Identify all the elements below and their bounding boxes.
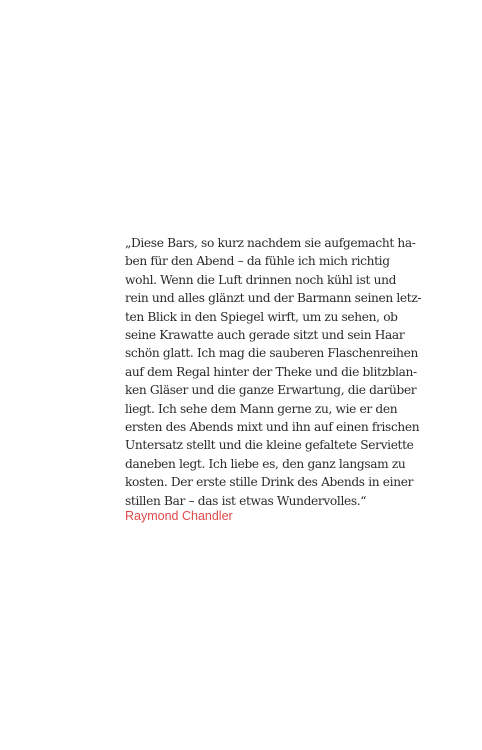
quote-line: daneben legt. Ich liebe es, den ganz langsam zu bbox=[125, 456, 406, 471]
quote-line: rein und alles glänzt und der Barmann seinen letz- bbox=[125, 291, 422, 306]
quote-line: seine Krawatte auch gerade sitzt und sein Haar bbox=[125, 328, 405, 343]
quote-line: ersten des Abends mixt und ihn auf einen frischen bbox=[125, 420, 420, 435]
quote-line: kosten. Der erste stille Drink des Abends in einer bbox=[125, 475, 414, 490]
quote-line: Untersatz stellt und die kleine gefaltete Serviette bbox=[125, 438, 414, 453]
quote-line: ben für den Abend – da fühle ich mich richtig bbox=[125, 254, 390, 269]
quote-line: schön glatt. Ich mag die sauberen Flaschenreihen bbox=[125, 346, 418, 361]
quote-line: liegt. Ich sehe dem Mann gerne zu, wie er den bbox=[125, 401, 398, 416]
quote-line: wohl. Wenn die Luft drinnen noch kühl ist und bbox=[125, 272, 397, 287]
author-name: Raymond Chandler bbox=[125, 509, 233, 523]
quote-text bbox=[125, 234, 422, 510]
quote-line: „Diese Bars, so kurz nachdem sie aufgemacht ha- bbox=[125, 236, 416, 250]
quote-line: ten Blick in den Spiegel wirft, um zu sehen, ob bbox=[125, 309, 398, 324]
quote-line: auf dem Regal hinter der Theke und die blitzblan- bbox=[125, 364, 417, 379]
quote-line: stillen Bar – das ist etwas Wundervolles.“ bbox=[125, 493, 367, 508]
quote-line: ken Gläser und die ganze Erwartung, die darüber bbox=[125, 383, 417, 398]
